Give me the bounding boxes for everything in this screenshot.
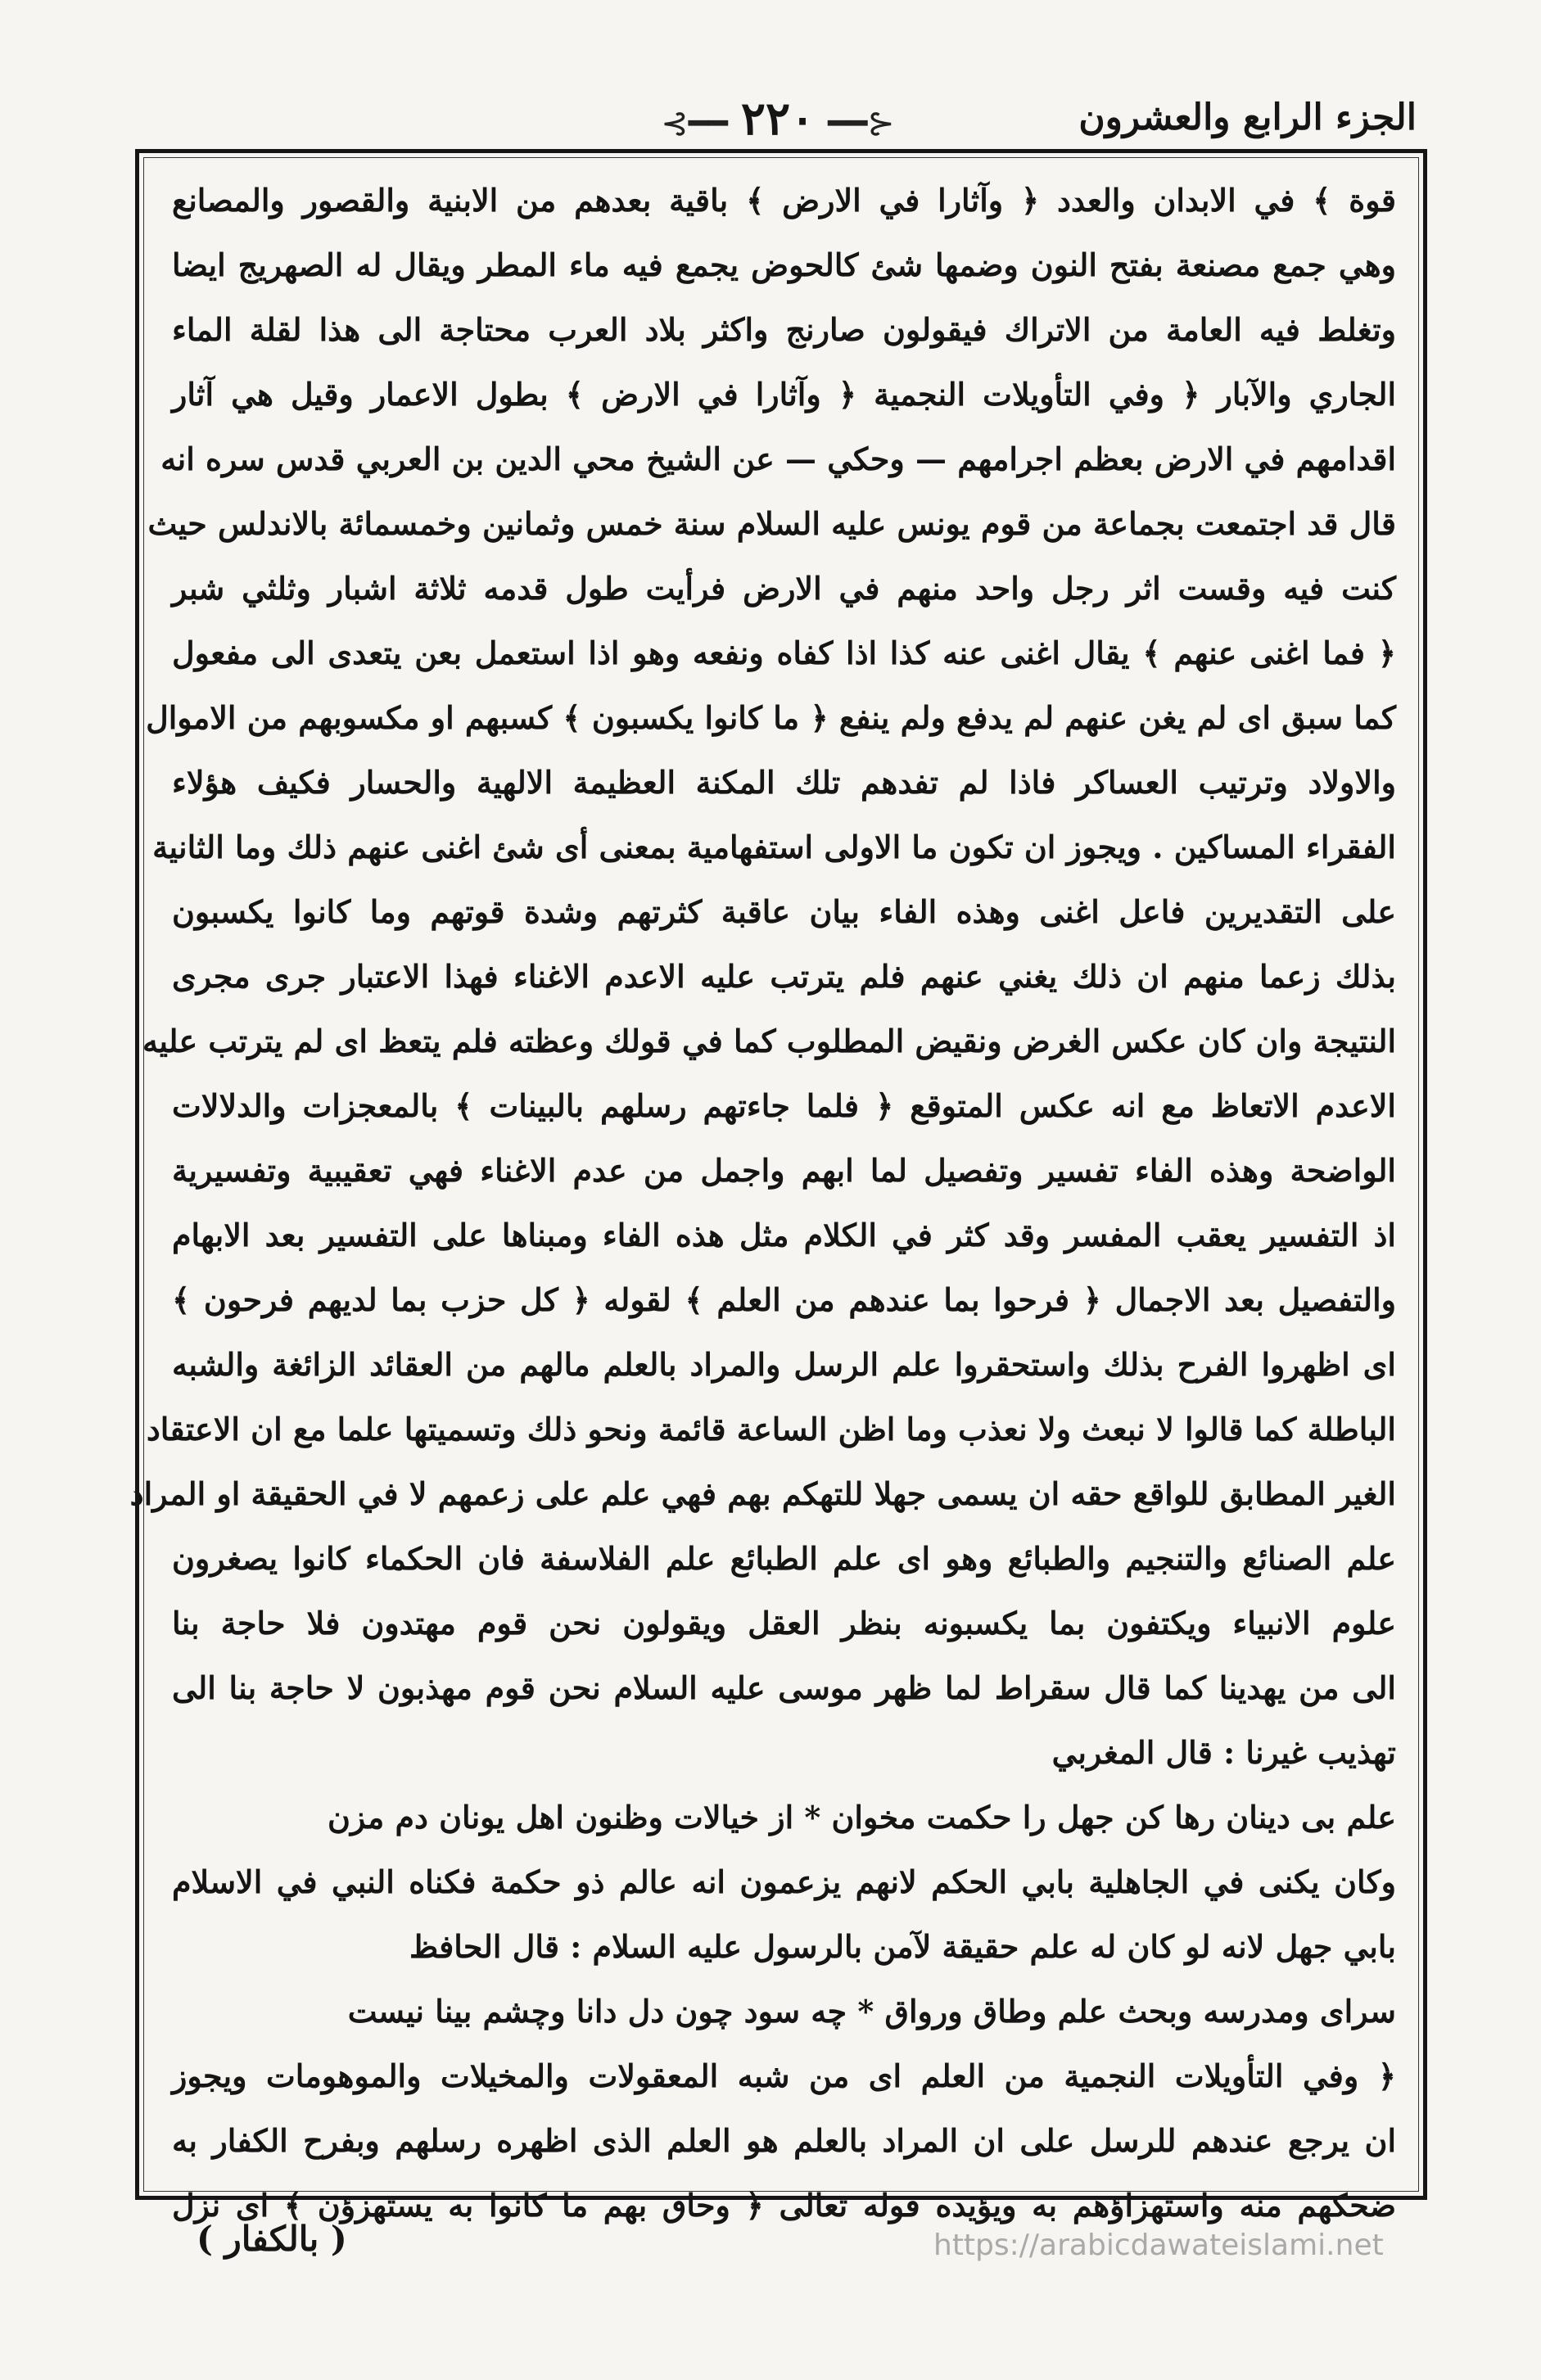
text-line: الباطلة كما قالوا لا نبعث ولا نعذب وما اظن الساعة قائمة ونحو ذلك وتسميتها علما مع ان الاعتقاد bbox=[146, 1411, 1396, 1447]
running-header bbox=[139, 92, 1417, 154]
part-title: الجزء الرابع والعشرون bbox=[1078, 97, 1417, 138]
text-line: اذ التفسير يعقب المفسر وقد كثر في الكلام مثل هذه الفاء ومبناها على التفسير بعد الابهام bbox=[172, 1217, 1396, 1253]
text-line: علوم الانبياء ويكتفون بما يكسبونه بنظر العقل ويقولون نحن قوم مهتدون فلا حاجة بنا bbox=[172, 1605, 1396, 1642]
text-line: كنت فيه وقست اثر رجل واحد منهم في الارض فرأيت طول قدمه ثلاثة اشبار وثلثي شبر bbox=[172, 570, 1396, 607]
page-number: ٢٢٠ bbox=[740, 92, 816, 146]
text-line: والتفصيل بعد الاجمال ﴿ فرحوا بما عندهم من العلم ﴾ لقوله ﴿ كل حزب بما لديهم فرحون ﴾ bbox=[172, 1281, 1396, 1318]
text-line: الجاري والآبار ﴿ وفي التأويلات النجمية ﴿ وآثارا في الارض ﴾ بطول الاعمار وقيل هي آثار bbox=[172, 376, 1396, 413]
text-line: ضحكهم منه واستهزاؤهم به ويؤيده قوله تعالى ﴿ وحاق بهم ما كانوا به يستهزؤن ﴾ اى نزل bbox=[172, 2187, 1396, 2224]
text-line: الغير المطابق للواقع حقه ان يسمى جهلا للتهكم بهم فهي علم على زعمهم لا في الحقيقة او المراد bbox=[129, 1475, 1396, 1512]
text-line: تهذيب غيرنا : قال المغربي bbox=[1051, 1734, 1396, 1771]
text-line: الى من يهدينا كما قال سقراط لما ظهر موسى عليه السلام نحن قوم مهذبون لا حاجة بنا الى bbox=[172, 1669, 1396, 1706]
text-line: الواضحة وهذه الفاء تفسير وتفصيل لما ابهم واجمل من عدم الاغناء فهي تعقيبية وتفسيرية bbox=[172, 1152, 1396, 1189]
text-line: النتيجة وان كان عكس الغرض ونقيض المطلوب كما في قولك وعظته فلم يتعظ اى لم يترتب عليه bbox=[142, 1023, 1396, 1059]
text-line: كما سبق اى لم يغن عنهم لم يدفع ولم ينفع ﴿ ما كانوا يكسبون ﴾ كسبهم او مكسوبهم من الاموال bbox=[146, 699, 1396, 736]
text-line: قوة ﴾ في الابدان والعدد ﴿ وآثارا في الارض ﴾ باقية بعدهم من الابنية والقصور والمصانع bbox=[172, 182, 1396, 219]
text-line: ﴿ وفي التأويلات النجمية من العلم اى من شبه المعقولات والمخيلات والموهومات ويجوز bbox=[172, 2057, 1396, 2094]
verse-line: سراى ومدرسه وبحث علم وطاق ورواق * چه سود چون دل دانا وچشم بينا نيست bbox=[347, 1993, 1396, 2030]
text-line: ان يرجع عندهم للرسل على ان المراد بالعلم هو العلم الذى اظهره رسلهم وبفرح الكفار به bbox=[172, 2122, 1396, 2159]
verse-line: علم بى دينان رها كن جهل را حكمت مخوان * از خيالات وظنون اهل يونان دم مزن bbox=[327, 1799, 1396, 1836]
body-text bbox=[129, 168, 1396, 2224]
text-line: علم الصنائع والتنجيم والطبائع وهو اى علم الطبائع علم الفلاسفة فان الحكماء كانوا يصغرون bbox=[172, 1540, 1396, 1577]
ornament-right-icon: ━━⊱ bbox=[661, 105, 728, 142]
text-line: على التقديرين فاعل اغنى وهذه الفاء بيان عاقبة كثرتهم وشدة قوتهم وما كانوا يكسبون bbox=[172, 893, 1396, 930]
text-line: الاعدم الاتعاظ مع انه عكس المتوقع ﴿ فلما جاءتهم رسلهم بالبينات ﴾ بالمعجزات والدلالات bbox=[172, 1087, 1396, 1124]
text-line: قال قد اجتمعت بجماعة من قوم يونس عليه السلام سنة خمس وثمانين وخمسمائة بالاندلس حيث bbox=[147, 505, 1396, 542]
text-line: بذلك زعما منهم ان ذلك يغني عنهم فلم يترتب عليه الاعدم الاغناء فهذا الاعتبار جرى مجرى bbox=[172, 958, 1396, 995]
text-line: ﴿ فما اغنى عنهم ﴾ يقال اغنى عنه كذا اذا كفاه ونفعه وهو اذا استعمل بعن يتعدى الى مفعول bbox=[172, 635, 1396, 671]
catchword: ( بالكفار ) bbox=[197, 2219, 347, 2259]
text-line: والاولاد وترتيب العساكر فاذا لم تفدهم تلك المكنة العظيمة الالهية والحسار فكيف هؤلاء bbox=[172, 764, 1396, 801]
text-line: وكان يكنى في الجاهلية بابي الحكم لانهم يزعمون انه عالم ذو حكمة فكناه النبي في الاسلام bbox=[172, 1863, 1396, 1900]
watermark-url: https://arabicdawateislami.net bbox=[933, 2229, 1384, 2262]
page-number-block bbox=[139, 92, 1417, 146]
text-line: اى اظهروا الفرح بذلك واستحقروا علم الرسل والمراد بالعلم مالهم من العقائد الزائغة والشبه bbox=[172, 1346, 1396, 1383]
text-line: وهي جمع مصنعة بفتح النون وضمها شئ كالحوض يجمع فيه ماء المطر ويقال له الصهريج ايضا bbox=[172, 246, 1396, 283]
text-line: الفقراء المساكين . ويجوز ان تكون ما الاولى استفهامية بمعنى أى شئ اغنى عنهم ذلك وما الثانية bbox=[152, 829, 1396, 865]
text-line: بابي جهل لانه لو كان له علم حقيقة لآمن بالرسول عليه السلام : قال الحافظ bbox=[409, 1928, 1396, 1965]
ornament-left-icon: ⊰━━ bbox=[828, 105, 895, 142]
text-line: وتغلط فيه العامة من الاتراك فيقولون صارنج واكثر بلاد العرب محتاجة الى هذا لقلة الماء bbox=[172, 311, 1396, 348]
text-line: اقدامهم في الارض بعظم اجرامهم — وحكي — عن الشيخ محي الدين بن العربي قدس سره انه bbox=[160, 440, 1396, 477]
